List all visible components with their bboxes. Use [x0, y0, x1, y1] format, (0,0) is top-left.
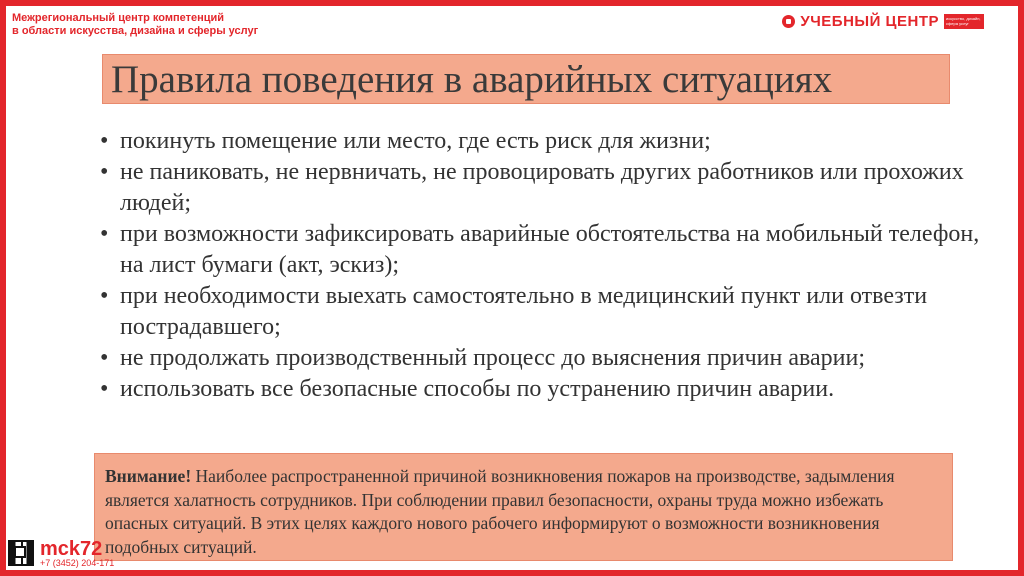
slide	[6, 6, 1018, 570]
list-item: • использовать все безопасные способы по устранению причин аварии.	[98, 374, 998, 405]
org-name-line2: в области искусства, дизайна и сферы услуг	[12, 25, 259, 37]
warning-lead: Внимание!	[105, 466, 192, 486]
list-item: • при возможности зафиксировать аварийные обстоятельства на мобильный телефон, на лист бумаги (акт, эскиз);	[98, 219, 998, 281]
list-item: • не продолжать производственный процесс до выяснения причин аварии;	[98, 343, 998, 374]
title-box	[102, 54, 950, 104]
brand-text: УЧЕБНЫЙ ЦЕНТР	[800, 12, 939, 30]
list-item: • при необходимости выехать самостоятельно в медицинский пункт или отвезти пострадавшего;	[98, 281, 998, 343]
brand-badge: искусство, дизайн, сфера услуг	[944, 14, 984, 29]
warning-text: Наиболее распространенной причиной возникновения пожаров на производстве, задымления является халатность сотрудников. При соблюдении правил безопасности, охраны труда можно избежать опасных ситуаций. В этих целях каждого нового рабочего информируют о возможности возникновения подобных ситуаций.	[105, 466, 895, 557]
qr-code-icon	[8, 540, 34, 566]
org-name-line1: Межрегиональный центр компетенций	[12, 12, 225, 24]
brand-circle-icon	[782, 15, 795, 28]
site-link[interactable]: mck72	[40, 538, 103, 560]
page-title: Правила поведения в аварийных ситуациях	[111, 57, 833, 101]
brand-logo	[782, 12, 984, 30]
org-name	[12, 12, 258, 38]
list-item: • покинуть помещение или место, где есть риск для жизни;	[98, 126, 998, 157]
list-item: • не паниковать, не нервничать, не провоцировать других работников или прохожих людей;	[98, 157, 998, 219]
warning-note	[94, 453, 953, 561]
footer	[8, 536, 115, 570]
bullet-list	[98, 126, 998, 405]
phone-number: +7 (3452) 204-171	[40, 558, 115, 568]
